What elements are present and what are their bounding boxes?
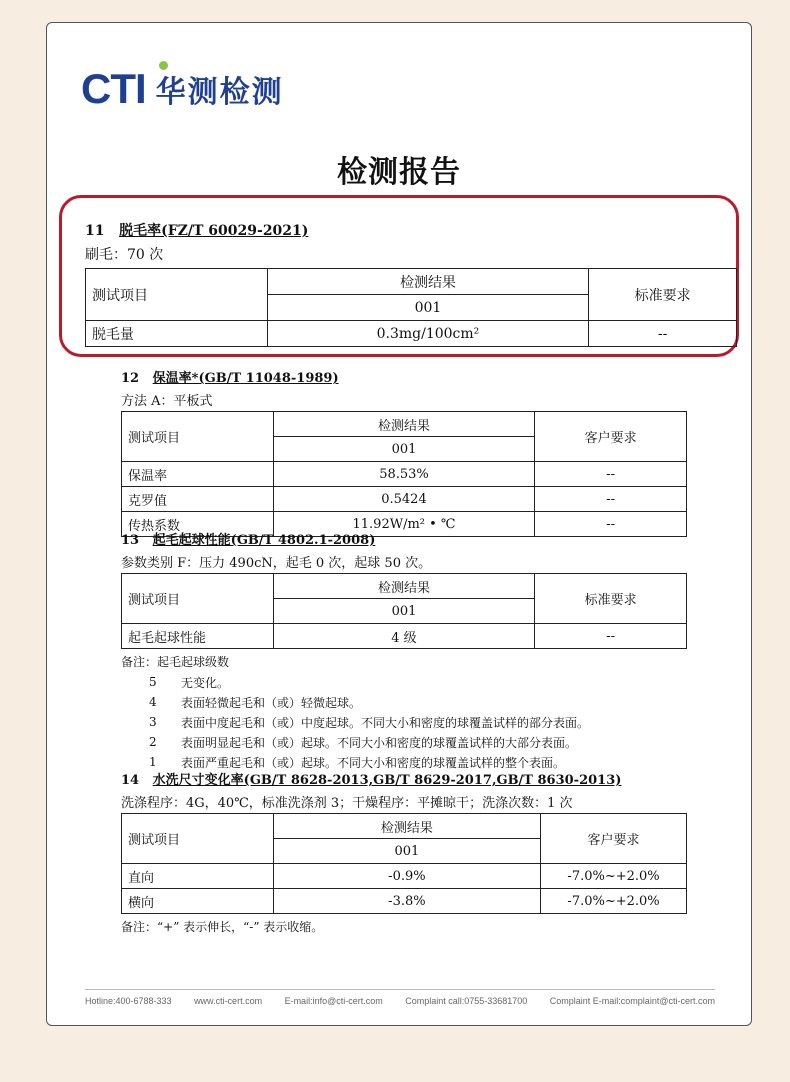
section-condition: 洗涤程序：4G，40℃，标准洗涤剂 3；干燥程序：平摊晾干；洗涤次数：1 次 bbox=[121, 796, 573, 811]
seal-stamp-icon bbox=[735, 478, 752, 608]
results-table bbox=[85, 268, 737, 347]
section-heading: 12 保温率*(GB/T 11048-1989) bbox=[121, 371, 339, 386]
header-test-item: 测试项目 bbox=[86, 269, 268, 321]
table-row: 起毛起球性能 4 级 -- bbox=[122, 624, 687, 649]
header-requirement: 标准要求 bbox=[535, 574, 687, 624]
list-item: 5 无变化。 bbox=[149, 675, 230, 690]
header-test-item: 测试项目 bbox=[122, 574, 274, 624]
section-heading: 13 起毛起球性能(GB/T 4802.1-2008) bbox=[121, 533, 376, 548]
section-12 bbox=[121, 367, 687, 537]
header-test-item: 测试项目 bbox=[122, 412, 274, 462]
table-row: 传热系数 11.92W/m² • ℃ -- bbox=[122, 512, 687, 537]
footer-website: www.cti-cert.com bbox=[194, 996, 263, 1006]
report-title: 检测报告 bbox=[337, 155, 461, 190]
header-test-item: 测试项目 bbox=[122, 814, 274, 864]
header-result: 检测结果 bbox=[273, 814, 540, 839]
table-row: 直向 -0.9% -7.0%~+2.0% bbox=[122, 864, 687, 889]
list-item: 1 表面严重起毛和（或）起球。不同大小和密度的球覆盖试样的整个表面。 bbox=[149, 755, 566, 770]
section-14 bbox=[121, 769, 687, 935]
header-sample: 001 bbox=[267, 295, 589, 321]
logo-dot-icon bbox=[159, 61, 168, 70]
results-table bbox=[121, 573, 687, 649]
section-11 bbox=[85, 220, 737, 347]
section-13 bbox=[121, 529, 687, 772]
table-row: 克罗值 0.5424 -- bbox=[122, 487, 687, 512]
list-item: 3 表面中度起毛和（或）中度起球。不同大小和密度的球覆盖试样的部分表面。 bbox=[149, 715, 590, 730]
header-requirement: 客户要求 bbox=[535, 412, 687, 462]
section-heading: 14 水洗尺寸变化率(GB/T 8628-2013,GB/T 8629-2017,GB/T 8630-2013) bbox=[121, 773, 622, 788]
shrink-note: 备注：“+” 表示伸长，“-” 表示收缩。 bbox=[121, 920, 324, 934]
grade-list bbox=[121, 672, 687, 772]
results-table bbox=[121, 411, 687, 537]
footer-hotline: Hotline:400-6788-333 bbox=[85, 996, 172, 1006]
logo-brand: CTI bbox=[81, 65, 146, 112]
footer-email: E-mail:info@cti-cert.com bbox=[284, 996, 383, 1006]
footer bbox=[85, 989, 715, 1006]
report-page bbox=[46, 22, 752, 1026]
list-item: 4 表面轻微起毛和（或）轻微起球。 bbox=[149, 695, 362, 710]
company-logo bbox=[81, 67, 284, 111]
table-row: 保温率 58.53% -- bbox=[122, 462, 687, 487]
header-result: 检测结果 bbox=[273, 412, 535, 437]
results-table bbox=[121, 813, 687, 914]
list-item: 2 表面明显起毛和（或）起球。不同大小和密度的球覆盖试样的大部分表面。 bbox=[149, 735, 578, 750]
logo-chinese-name: 华测检测 bbox=[155, 75, 284, 110]
table-row: 脱毛量 0.3mg/100cm² -- bbox=[86, 321, 737, 347]
table-row: 横向 -3.8% -7.0%~+2.0% bbox=[122, 889, 687, 914]
footer-complaint-call: Complaint call:0755-33681700 bbox=[405, 996, 528, 1006]
header-requirement: 标准要求 bbox=[589, 269, 737, 321]
section-condition: 刷毛：70 次 bbox=[85, 247, 164, 263]
header-sample: 001 bbox=[273, 839, 540, 864]
section-condition: 参数类别 F：压力 490cN，起毛 0 次，起球 50 次。 bbox=[121, 556, 432, 571]
header-sample: 001 bbox=[273, 599, 535, 624]
header-result: 检测结果 bbox=[273, 574, 535, 599]
section-heading: 11 脱毛率(FZ/T 60029-2021) bbox=[85, 223, 309, 239]
section-condition: 方法 A：平板式 bbox=[121, 394, 213, 409]
header-result: 检测结果 bbox=[267, 269, 589, 295]
header-sample: 001 bbox=[273, 437, 535, 462]
footer-complaint-email: Complaint E-mail:complaint@cti-cert.com bbox=[549, 996, 715, 1006]
grade-note: 备注：起毛起球级数 bbox=[121, 655, 230, 669]
header-requirement: 客户要求 bbox=[541, 814, 687, 864]
